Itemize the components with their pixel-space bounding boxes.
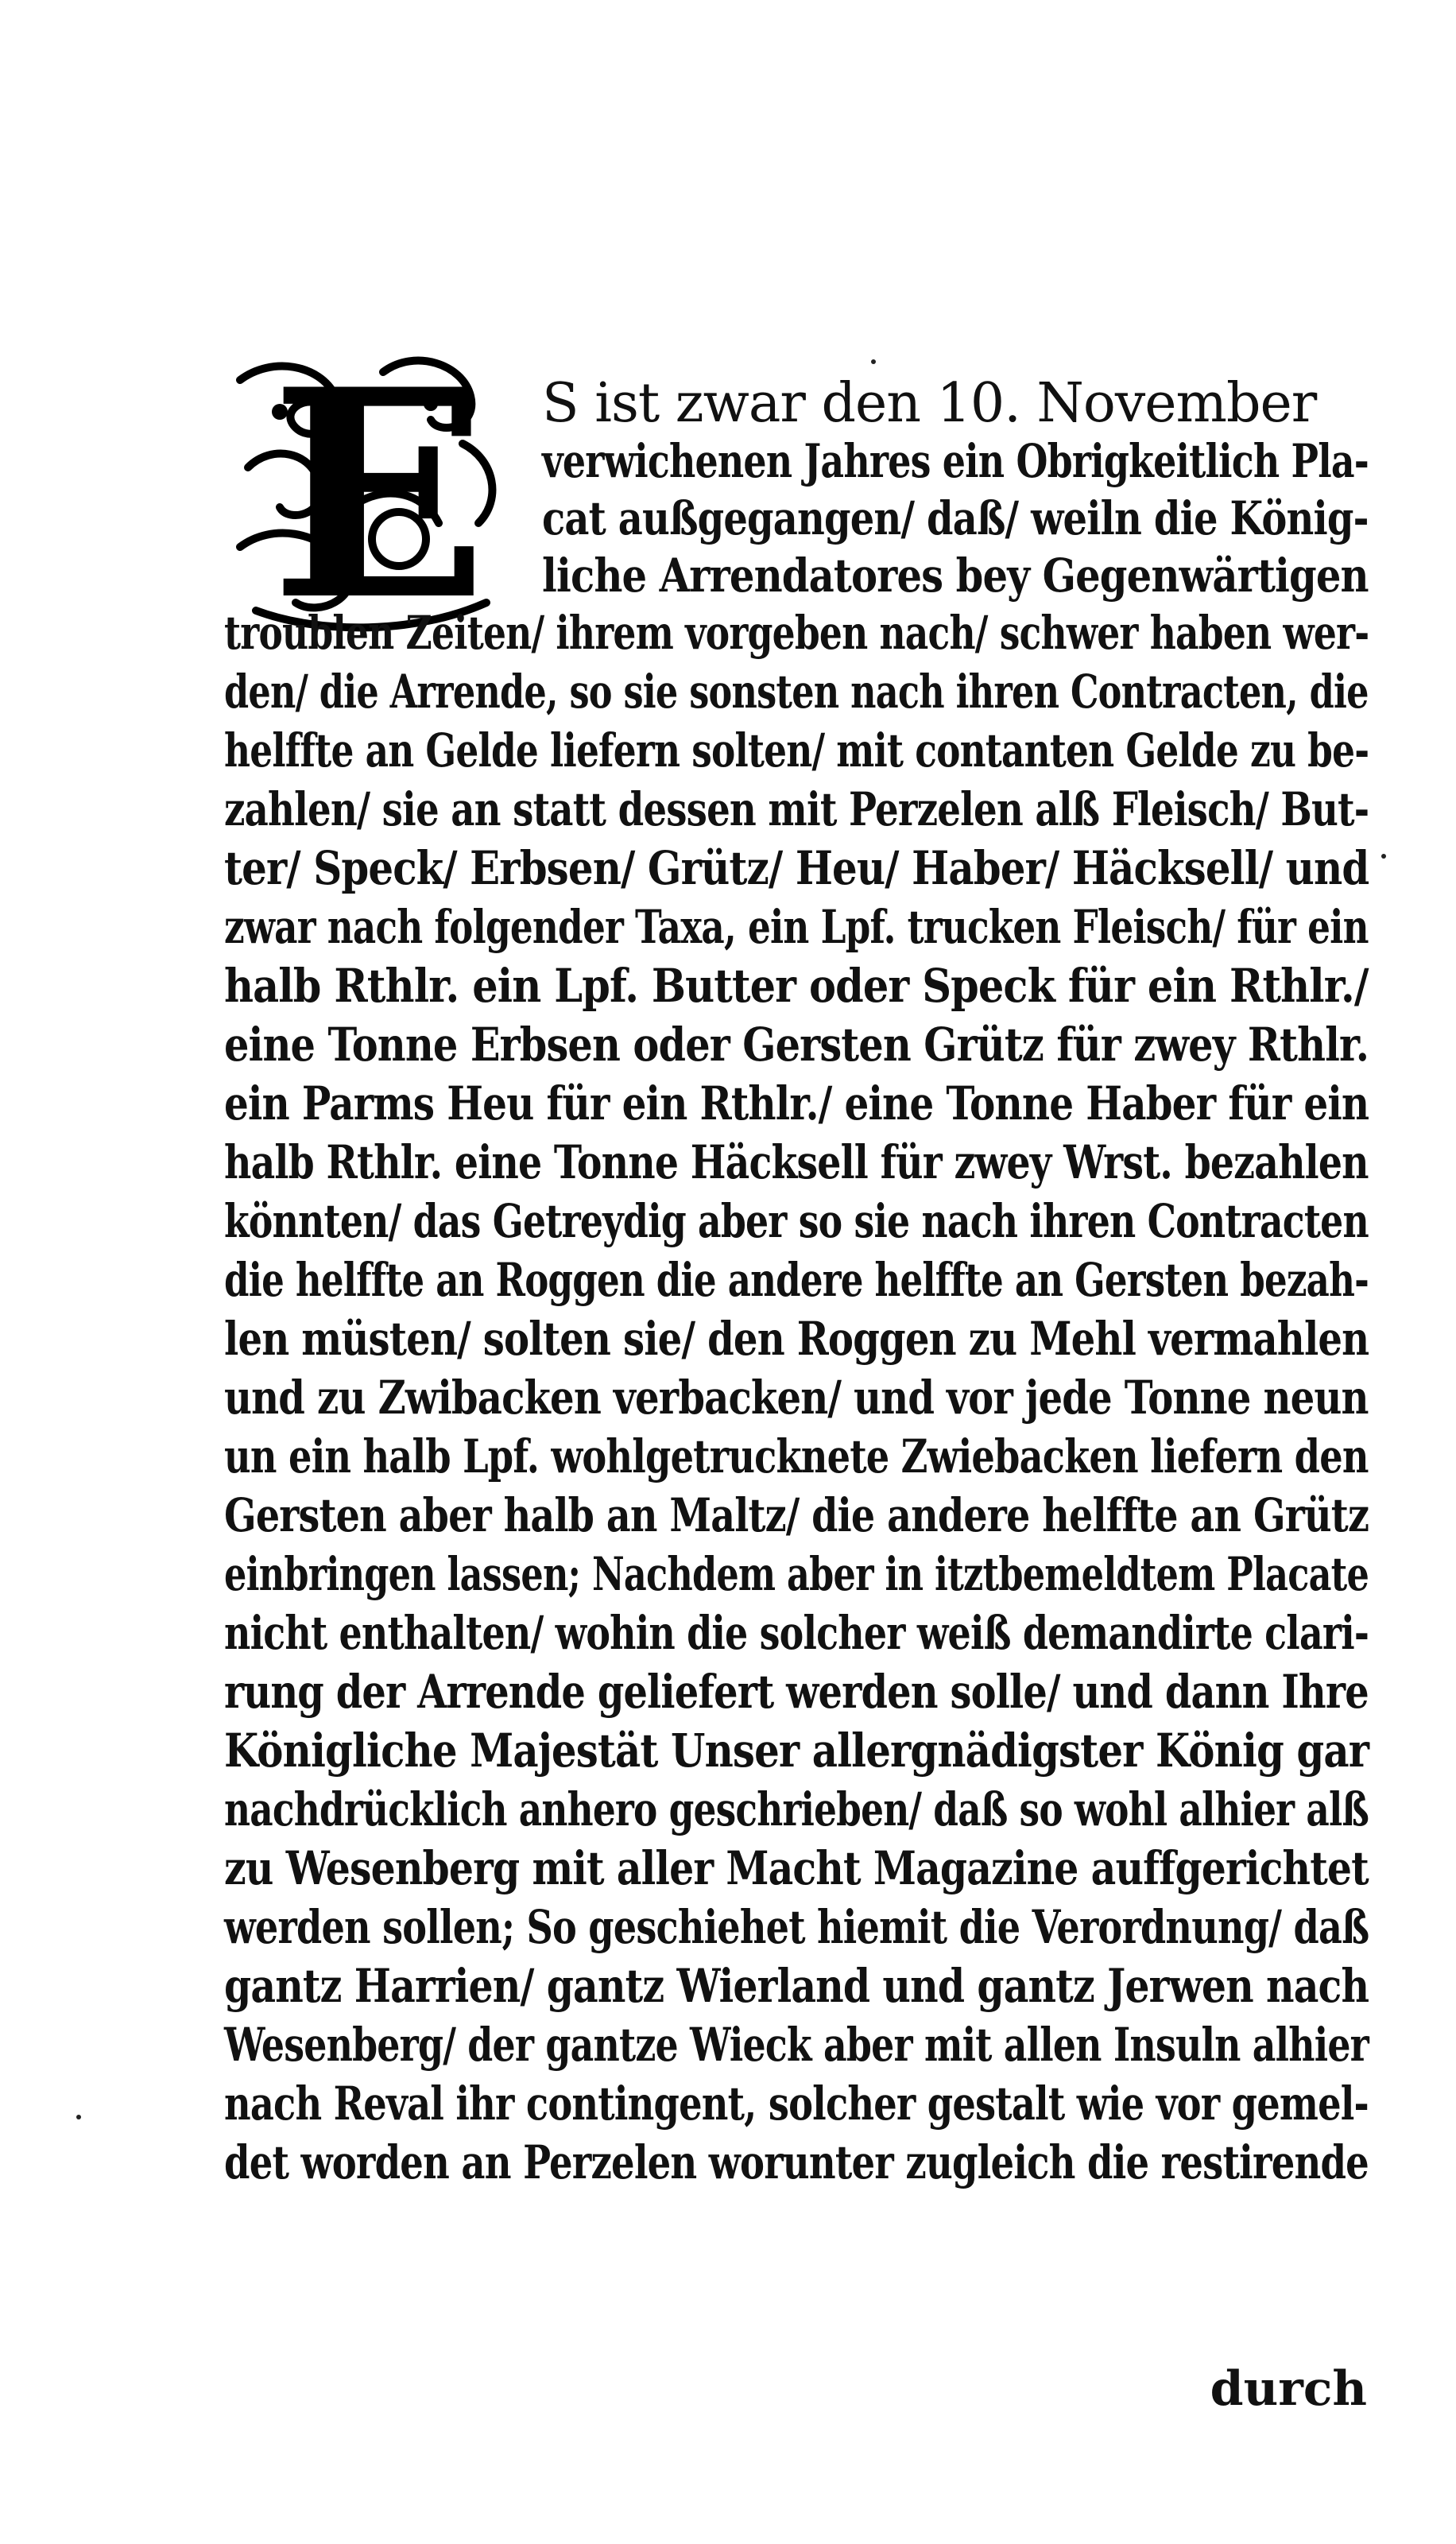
text-line: rung der Arrende geliefert werden solle/ und dann Ihre [224, 1665, 1369, 1719]
text-line: halb Rthlr. ein Lpf. Butter oder Speck für ein Rthlr./ [224, 959, 1369, 1013]
text-line: S ist zwar den 10. November [542, 372, 1317, 435]
text-line: Wesenberg/ der gantze Wieck aber mit allen Insuln alhier [224, 2018, 1369, 2072]
text-line: un ein halb Lpf. wohlgetrucknete Zwiebacken liefern den [224, 1429, 1369, 1483]
text-line: zahlen/ sie an statt dessen mit Perzelen alß Fleisch/ But- [224, 782, 1369, 836]
text-line: Gersten aber halb an Maltz/ die andere helffte an Grütz [224, 1488, 1369, 1542]
text-line: nachdrücklich anhero geschrieben/ daß so wohl alhier alß [224, 1782, 1369, 1836]
text-line: eine Tonne Erbsen oder Gersten Grütz für zwey Rthlr. [224, 1018, 1369, 1072]
text-line: len müsten/ solten sie/ den Roggen zu Mehl vermahlen [224, 1312, 1369, 1366]
decorated-initial [224, 327, 534, 663]
text-line: cat außgegangen/ daß/ weiln die König- [542, 491, 1369, 545]
text-line: könnten/ das Getreydig aber so sie nach ihren Contracten [224, 1194, 1369, 1248]
text-line: einbringen lassen; Nachdem aber in itztbemeldtem Placate [224, 1547, 1369, 1601]
text-line: gantz Harrien/ gantz Wierland und gantz Jerwen nach [224, 1959, 1369, 2013]
text-line: det worden an Perzelen worunter zugleich die restirende [224, 2135, 1369, 2189]
catchword: durch [1210, 2361, 1367, 2417]
text-line: helffte an Gelde liefern solten/ mit contanten Gelde zu be- [224, 723, 1369, 778]
text-line: troublen Zeiten/ ihrem vorgeben nach/ schwer haben wer- [224, 606, 1369, 660]
text-line: zwar nach folgender Taxa, ein Lpf. trucken Fleisch/ für ein [224, 900, 1369, 954]
text-line: den/ die Arrende, so sie sonsten nach ihren Contracten, die [224, 665, 1369, 719]
print-speck [76, 2115, 81, 2119]
text-line: werden sollen; So geschiehet hiemit die Verordnung/ daß [224, 1900, 1369, 1954]
text-line: nicht enthalten/ wohin die solcher weiß demandirte clari- [224, 1606, 1369, 1660]
text-line: zu Wesenberg mit aller Macht Magazine auffgerichtet [224, 1841, 1369, 1895]
text-line: ter/ Speck/ Erbsen/ Grütz/ Heu/ Haber/ Häcksell/ und [224, 841, 1369, 895]
text-line: liche Arrendatores bey Gegenwärtigen [542, 549, 1369, 603]
text-line: und zu Zwibacken verbacken/ und vor jede Tonne neun [224, 1371, 1369, 1425]
print-speck [1381, 854, 1386, 859]
text-line: verwichenen Jahres ein Obrigkeitlich Pla- [542, 434, 1369, 488]
text-line: ein Parms Heu für ein Rthlr./ eine Tonne Haber für ein [224, 1076, 1369, 1130]
text-line: halb Rthlr. eine Tonne Häcksell für zwey Wrst. bezahlen [224, 1135, 1369, 1189]
text-line: Königliche Majestät Unser allergnädigster König gar [224, 1724, 1369, 1778]
initial-letter: E [269, 327, 489, 663]
text-line: die helffte an Roggen die andere helffte an Gersten bezah- [224, 1253, 1369, 1307]
print-speck [871, 359, 876, 364]
text-line: nach Reval ihr contingent, solcher gestalt wie vor gemel- [224, 2077, 1369, 2131]
